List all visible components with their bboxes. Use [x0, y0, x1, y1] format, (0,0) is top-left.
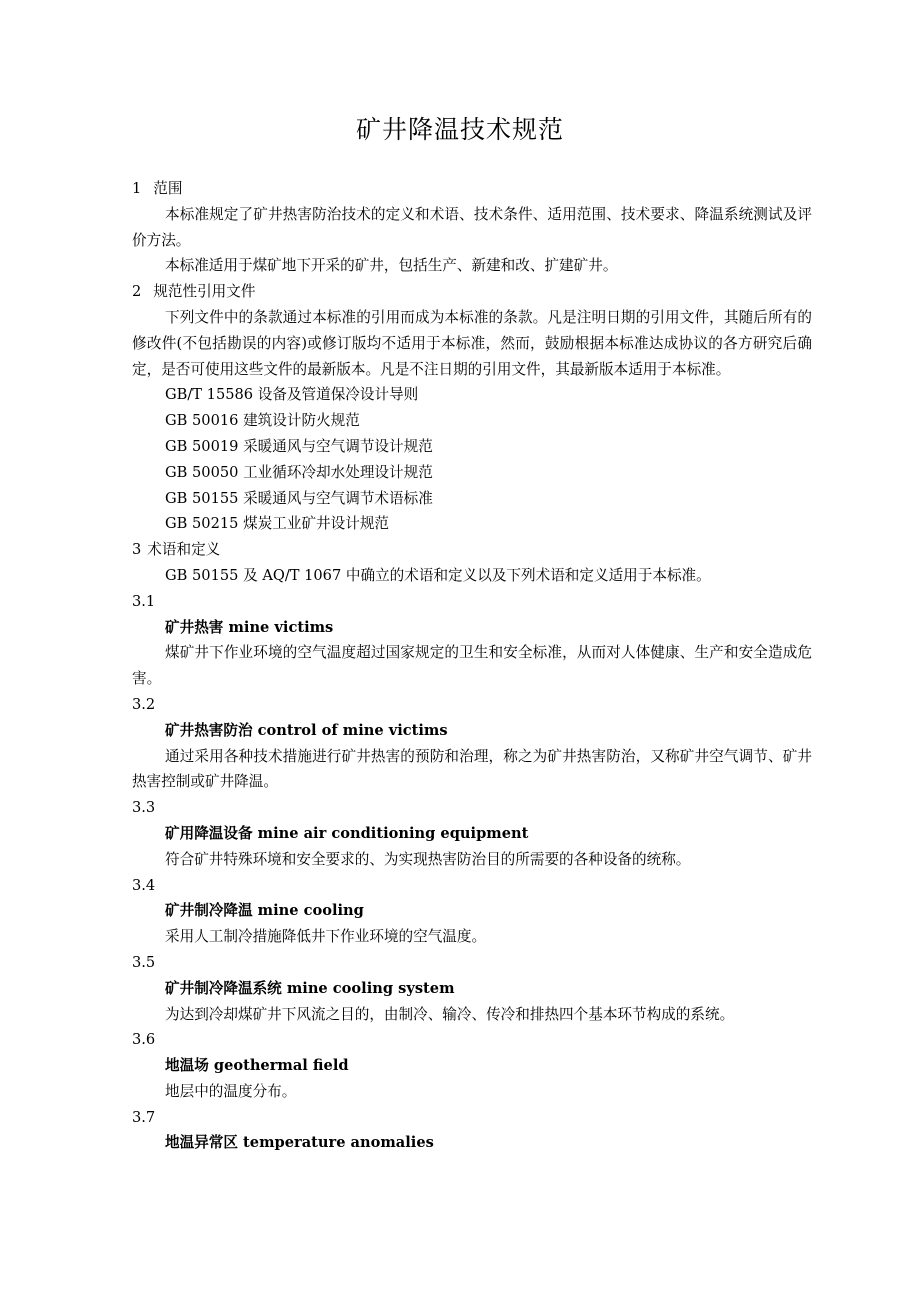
term-number: 3.1: [132, 592, 156, 610]
term-name: 矿用降温设备 mine air conditioning equipment: [165, 824, 529, 842]
paragraph: 本标准规定了矿井热害防治技术的定义和术语、技术条件、适用范围、技术要求、降温系统测试及评价方法。: [132, 205, 812, 249]
term-number: 3.3: [132, 799, 156, 817]
reference-item: GB 50016 建筑设计防火规范: [165, 412, 360, 430]
term-name: 地温场 geothermal field: [165, 1057, 349, 1075]
reference-item: GB 50019 采暖通风与空气调节设计规范: [165, 437, 433, 455]
term-definition: 煤矿井下作业环境的空气温度超过国家规定的卫生和安全标准，从而对人体健康、生产和安全造成危害。: [132, 644, 812, 688]
reference-item: GB/T 15586 设备及管道保冷设计导则: [165, 386, 419, 404]
section-number: 3: [132, 541, 142, 559]
paragraph: 本标准适用于煤矿地下开采的矿井，包括生产、新建和改、扩建矿井。: [165, 257, 618, 275]
section-2-heading: [132, 279, 812, 305]
section-number: 1: [132, 180, 142, 197]
term-name: 矿井制冷降温系统 mine cooling system: [165, 979, 455, 997]
term-number: 3.5: [132, 953, 156, 971]
term-name: 矿井热害 mine victims: [165, 618, 334, 636]
reference-item: GB 50215 煤炭工业矿井设计规范: [165, 515, 390, 533]
term-definition: 符合矿井特殊环境和安全要求的、为实现热害防治目的所需要的各种设备的统称。: [165, 850, 691, 868]
section-1-heading: [132, 176, 812, 202]
term-number: 3.4: [132, 876, 156, 894]
paragraph: 下列文件中的条款通过本标准的引用而成为本标准的条款。凡是注明日期的引用文件，其随后所有的修改件(不包括勘误的内容)或修订版均不适用于本标准，然而，鼓励根据本标准达成协议的各方研究后确定，是否可使用这些文件的最新版本。凡是不注日期的引用文件，其最新版本适用于本标准。: [132, 308, 812, 378]
document-body: [132, 176, 812, 1156]
section-3-heading: [132, 537, 812, 563]
paragraph: GB 50155 及 AQ/T 1067 中确立的术语和定义以及下列术语和定义适用于本标准。: [165, 566, 711, 584]
term-definition: 为达到冷却煤矿井下风流之目的，由制冷、输冷、传冷和排热四个基本环节构成的系统。: [165, 1005, 735, 1023]
reference-item: GB 50155 采暖通风与空气调节术语标准: [165, 489, 433, 507]
term-number: 3.6: [132, 1031, 156, 1049]
term-number: 3.7: [132, 1108, 156, 1126]
document-title: 矿井降温技术规范: [355, 115, 564, 144]
term-number: 3.2: [132, 695, 156, 713]
term-definition: 通过采用各种技术措施进行矿井热害的预防和治理，称之为矿井热害防治，又称矿井空气调节、矿井热害控制或矿井降温。: [132, 747, 812, 791]
term-definition: 地层中的温度分布。: [165, 1082, 297, 1100]
section-title: 术语和定义: [147, 541, 221, 559]
term-name: 矿井热害防治 control of mine victims: [165, 721, 448, 739]
term-name: 矿井制冷降温 mine cooling: [165, 902, 364, 920]
section-title: 范围: [153, 180, 183, 197]
reference-item: GB 50050 工业循环冷却水处理设计规范: [165, 463, 433, 481]
section-number: 2: [132, 283, 142, 301]
term-definition: 采用人工制冷措施降低井下作业环境的空气温度。: [165, 928, 487, 946]
term-name: 地温异常区 temperature anomalies: [165, 1134, 434, 1152]
section-title: 规范性引用文件: [153, 283, 256, 301]
